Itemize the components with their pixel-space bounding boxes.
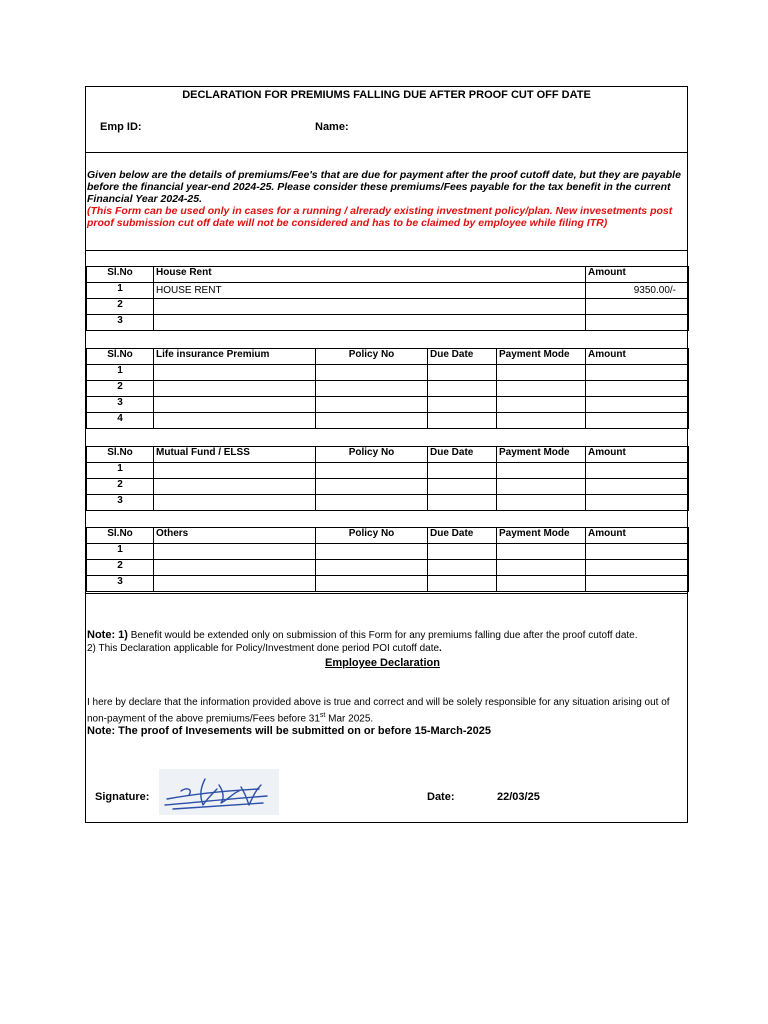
table-row: [87, 560, 689, 576]
note-1: Benefit would be extended only on submission of this Form for any premiums falling due after the proof cutoff date.: [127, 630, 638, 641]
col-slno: Sl.No: [87, 447, 154, 463]
life-insurance-table: [86, 348, 689, 429]
mutual-fund-table: [86, 446, 689, 511]
row-slno: 2: [87, 299, 154, 315]
col-due-date: Due Date: [428, 447, 497, 463]
col-due-date: Due Date: [428, 528, 497, 544]
table-row: [87, 413, 689, 429]
row-name: HOUSE RENT: [154, 283, 586, 299]
col-others: Others: [154, 528, 316, 544]
intro-text: Given below are the details of premiums/Fee's that are due for payment after the proof cutoff date, but they are payable before the financial year-end 2024-25. Please consider these premiums/Fees payable for the tax benefit in the current Financial Year 2024-25.: [87, 169, 681, 205]
col-amount: Amount: [586, 528, 689, 544]
row-amount: 9350.00/-: [586, 283, 689, 299]
house-rent-table: [86, 266, 689, 331]
signature-label: Signature:: [95, 791, 150, 803]
row-slno: 1: [87, 544, 154, 560]
date-label: Date:: [427, 791, 455, 803]
row-slno: 1: [87, 365, 154, 381]
col-slno: Sl.No: [87, 528, 154, 544]
row-slno: 3: [87, 495, 154, 511]
table-row: [87, 544, 689, 560]
col-policy-no: Policy No: [316, 447, 428, 463]
emp-id-label: Emp ID:: [100, 121, 142, 133]
employee-declaration-heading: Employee Declaration: [325, 657, 440, 669]
signature-scribble: [159, 769, 279, 815]
intro-warning-text: (This Form can be used only in cases for a running / alrerady existing investment policy/plan. New invesetments post proof submission cut off date will not be considered and has to be claimed by employee while filing ITR): [87, 205, 673, 229]
table-row: [87, 381, 689, 397]
row-slno: 2: [87, 381, 154, 397]
col-amount: Amount: [586, 267, 689, 283]
col-policy-no: Policy No: [316, 349, 428, 365]
row-amount: [586, 315, 689, 331]
row-amount: [586, 299, 689, 315]
name-label: Name:: [315, 121, 349, 133]
row-slno: 2: [87, 560, 154, 576]
row-slno: 3: [87, 315, 154, 331]
row-slno: 2: [87, 479, 154, 495]
declaration-text: [87, 696, 687, 725]
note-2: 2) This Declaration applicable for Policy/Investment done period POI cutoff date: [87, 643, 440, 654]
col-life-insurance: Life insurance Premium: [154, 349, 316, 365]
table-row: [87, 365, 689, 381]
declaration-form: [85, 86, 688, 823]
col-slno: Sl.No: [87, 267, 154, 283]
col-due-date: Due Date: [428, 349, 497, 365]
note-2-end: .: [439, 643, 442, 654]
col-payment-mode: Payment Mode: [497, 349, 586, 365]
table-row: [87, 283, 689, 299]
declaration-text-a: I here by declare that the information provided above is true and correct and will be solely responsible for any situation arising out of non-payment of the above premiums/Fees before 31: [87, 697, 670, 725]
row-slno: 3: [87, 576, 154, 592]
table-row: [87, 479, 689, 495]
declaration-sup: st: [319, 712, 326, 719]
date-value: 22/03/25: [497, 791, 540, 803]
col-mutual-fund: Mutual Fund / ELSS: [154, 447, 316, 463]
table-row: [87, 463, 689, 479]
form-title: DECLARATION FOR PREMIUMS FALLING DUE AFTER PROOF CUT OFF DATE: [182, 89, 591, 101]
row-slno: 3: [87, 397, 154, 413]
divider: [86, 593, 687, 594]
row-name: [154, 299, 586, 315]
table-row: [87, 315, 689, 331]
col-policy-no: Policy No: [316, 528, 428, 544]
col-amount: Amount: [586, 349, 689, 365]
notes-block: [87, 629, 687, 655]
row-slno: 4: [87, 413, 154, 429]
col-house-rent: House Rent: [154, 267, 586, 283]
note-prefix: Note: 1): [87, 629, 128, 641]
table-row: [87, 397, 689, 413]
divider: [86, 250, 687, 251]
table-row: [87, 495, 689, 511]
proof-note: Note: The proof of Invesements will be submitted on or before 15-March-2025: [87, 725, 492, 737]
intro-paragraph: [87, 169, 685, 229]
col-payment-mode: Payment Mode: [497, 528, 586, 544]
table-row: [87, 299, 689, 315]
row-slno: 1: [87, 283, 154, 299]
row-slno: 1: [87, 463, 154, 479]
col-payment-mode: Payment Mode: [497, 447, 586, 463]
col-slno: Sl.No: [87, 349, 154, 365]
table-row: [87, 576, 689, 592]
divider: [86, 152, 687, 153]
col-amount: Amount: [586, 447, 689, 463]
signature-image: [159, 769, 279, 815]
others-table: [86, 527, 689, 592]
declaration-text-b: Mar 2025.: [325, 713, 374, 725]
row-name: [154, 315, 586, 331]
